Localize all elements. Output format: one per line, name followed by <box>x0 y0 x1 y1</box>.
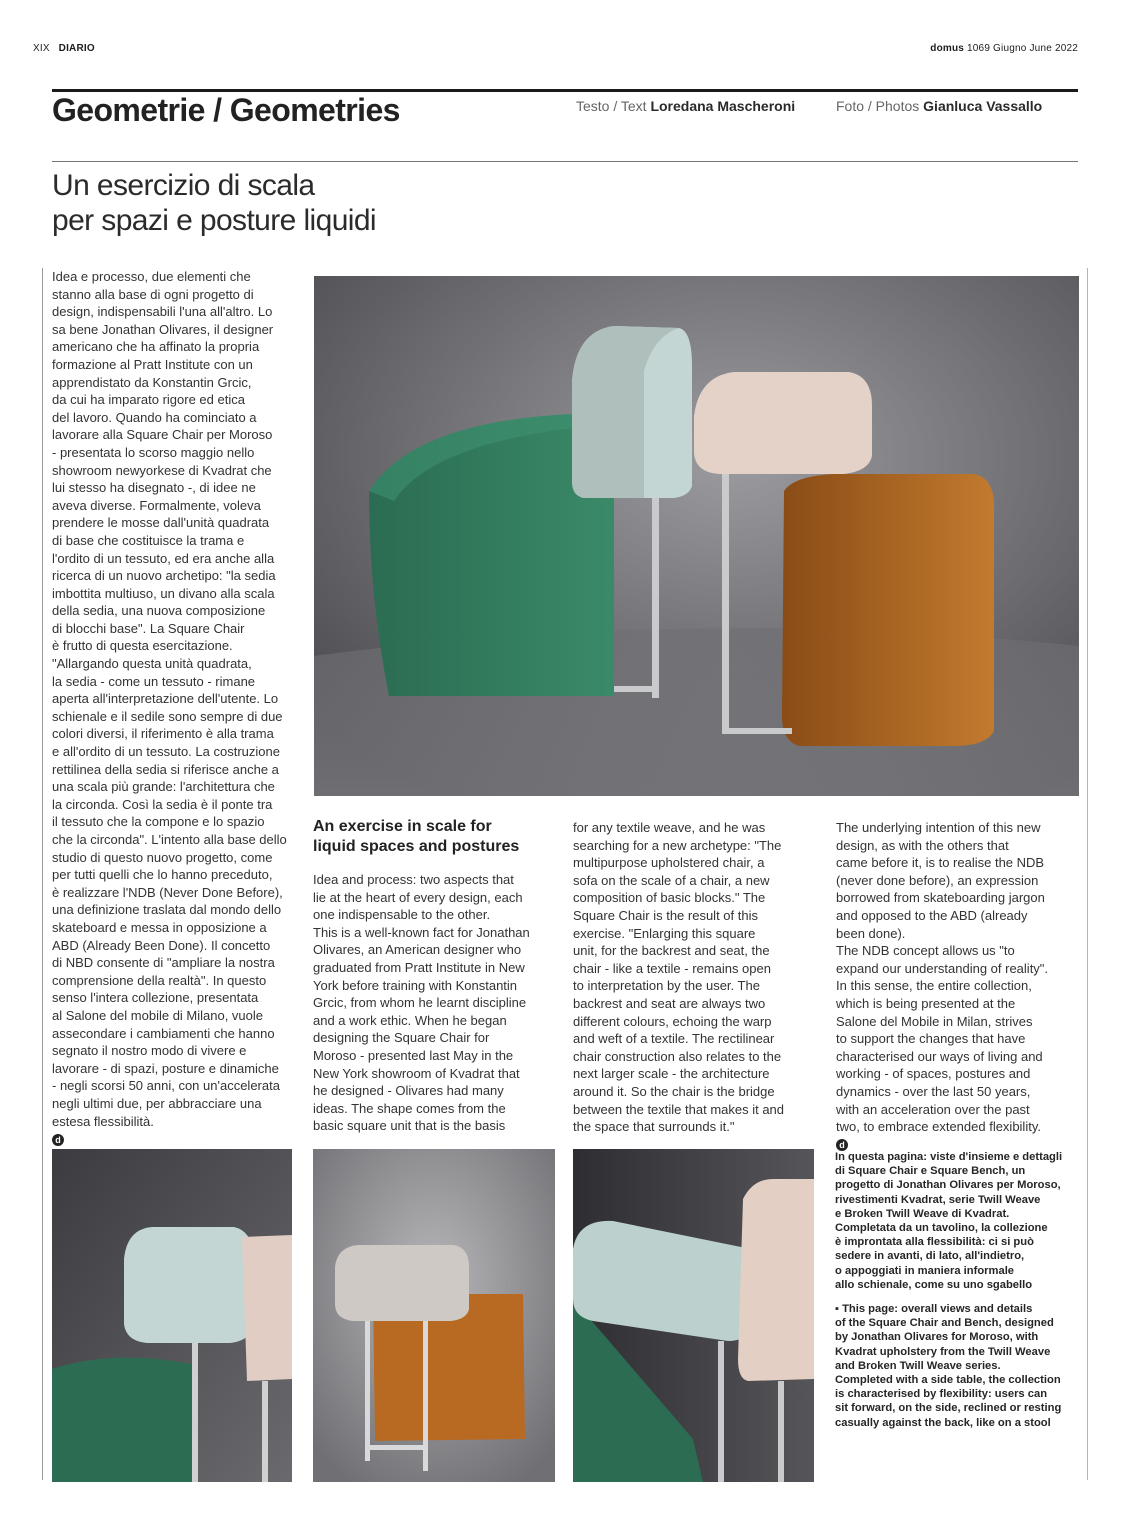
english-column-2 <box>573 819 823 1136</box>
text-credit-author: Loredana Mascheroni <box>650 98 796 114</box>
left-column-rule <box>42 268 43 1480</box>
end-mark-icon-en: d <box>836 1139 848 1151</box>
subtitle-line-1: Un esercizio di scala <box>52 169 315 202</box>
detail-photo-3 <box>573 1149 814 1482</box>
english-column-1 <box>313 871 558 1135</box>
running-head-right <box>930 43 1078 54</box>
english-column-3 <box>836 819 1072 1153</box>
subtitle <box>52 168 376 238</box>
text-credit <box>576 98 795 114</box>
end-mark-icon: d <box>52 1134 64 1146</box>
english-column-2-text: for any textile weave, and he was searching for a new archetype: "The multipurpose upholstered chair, a sofa on the scale of a chair, a new composition of basic blocks." The Square Chair is the result of this exercise. "Enlarging this square unit, for the backrest and seat, the chair - like a textile - remains open to interpretation by the user. The backrest and seat are always two different colours, echoing the warp and weft of a textile. The rectilinear chair construction also relates to the next larger scale - the architecture around it. So the chair is the bridge between the textile that makes it and the space that surrounds it." <box>573 820 785 1135</box>
photo-credit-author: Gianluca Vassallo <box>923 98 1043 114</box>
detail-photo-2 <box>313 1149 555 1482</box>
photo-credit <box>836 98 1042 114</box>
section-name: DIARIO <box>58 43 95 54</box>
english-heading: An exercise in scale for liquid spaces and postures <box>313 818 520 855</box>
page-title: Geometrie / Geometries <box>52 92 400 128</box>
text-credit-label: Testo / Text <box>576 98 647 114</box>
page-number: XIX <box>33 43 50 54</box>
issue-info: 1069 Giugno June 2022 <box>967 43 1078 54</box>
caption-italian: In questa pagina: viste d'insieme e dettagli di Square Chair e Square Bench, un progetto di Jonathan Olivares per Moroso, rivestimenti Kvadrat, serie Twill Weave e Broken Twill Weave di Kvadrat. Completata da un tavolino, la collezione è improntata alla flessibilità: ci si può sedere in avanti, di lato, all'indietro, o appoggiati in maniera informale allo schienale, come su uno sgabello <box>835 1151 1063 1291</box>
caption-english: ▪ This page: overall views and details of the Square Chair and Bench, designed by Jonathan Olivares for Moroso, with Kvadrat upholstery from the Twill Weave and Broken Twill Weave series. Completed with a side table, the collection is characterised by flexibility: users can sit forward, on the side, reclined or resting casually against the back, like on a stool <box>835 1303 1062 1429</box>
body-italian-text: Idea e processo, due elementi che stanno alla base di ogni progetto di design, indispensabili l'una all'altro. Lo sa bene Jonathan Olivares, il designer americano che ha affinato la propria formazione al Pratt Institute con un apprendistato da Konstantin Grcic, da cui ha imparato rigore ed etica del lavoro. Quando ha cominciato a lavorare alla Square Chair per Moroso - presentata lo scorso maggio nello showroom newyorkese di Kvadrat che lui stesso ha disegnato -, di idee ne aveva diverse. Formalmente, voleva prendere le mosse dall'unità quadrata di base che costituisce la trama e l'ordito di un tessuto, ed era anche alla ricerca di un nuovo archetipo: "la sedia imbottita multiuso, un divano alla scala della sedia, una nuova composizione di blocchi base". La Square Chair è frutto di questa esercitazione. "Allargando questa unità quadrata, la sedia - come un tessuto - rimane aperta all'interpretazione dell'utente. Lo schienale e il sedile sono sempre di due colori diversi, il riferimento è alla trama e all'ordito di un tessuto. La costruzione rettilinea della sedia si riferisce anche a una scala più grande: l'architettura che la circonda. Così la sedia è il ponte tra il tessuto che la compone e lo spazio che la circonda". L'intento alla base dello studio di questo nuovo progetto, come per tutti quelli che lo hanno preceduto, è realizzare l'NDB (Never Done Before), una definizione traslata dal mondo dello skateboard e messa in opposizione a ABD (Already Been Done). Il concetto di NBD consente di "ampliare la nostra comprensione della realtà". In questo senso l'intera collezione, presentata al Salone del mobile di Milano, vuole assecondare i cambiamenti che hanno segnato il nostro modo di vivere e lavorare - di spazi, posture e dinamiche - negli scorsi 50 anni, con un'accelerata negli ultimi due, per abbracciare una estesa flessibilità. <box>52 269 287 1129</box>
detail-photo-1 <box>52 1149 292 1482</box>
main-photo <box>314 276 1079 796</box>
captions <box>835 1150 1080 1440</box>
running-head-left <box>33 43 95 54</box>
right-column-rule <box>1087 268 1088 1480</box>
header-rule <box>52 161 1078 162</box>
english-column-3-text: The underlying intention of this new design, as with the others that came before it, is to realise the NDB (never done before), an expression borrowed from skateboarding jargon and opposed to the ABD (already been done). The NDB concept allows us "to expand our understanding of reality". In this sense, the entire collection, which is being presented at the Salone del Mobile in Milan, strives to support the changes that have characterised our ways of living and working - of spaces, postures and dynamics - over the last 50 years, with an acceleration over the past two, to embrace extended flexibility. <box>836 820 1049 1135</box>
photo-credit-label: Foto / Photos <box>836 98 920 114</box>
english-column-1-text: Idea and process: two aspects that lie at the heart of every design, each one indispensable to the other. This is a well-known fact for Jonathan Olivares, an American designer who graduated from Pratt Institute in New York before training with Konstantin Grcic, from whom he learnt discipline and a work ethic. When he began designing the Square Chair for Moroso - presented last May in the New York showroom of Kvadrat that he designed - Olivares had many ideas. The shape comes from the basic square unit that is the basis <box>313 872 530 1134</box>
subtitle-line-2: per spazi e posture liquidi <box>52 204 376 237</box>
magazine-name: domus <box>930 43 965 54</box>
body-italian <box>52 268 300 1148</box>
